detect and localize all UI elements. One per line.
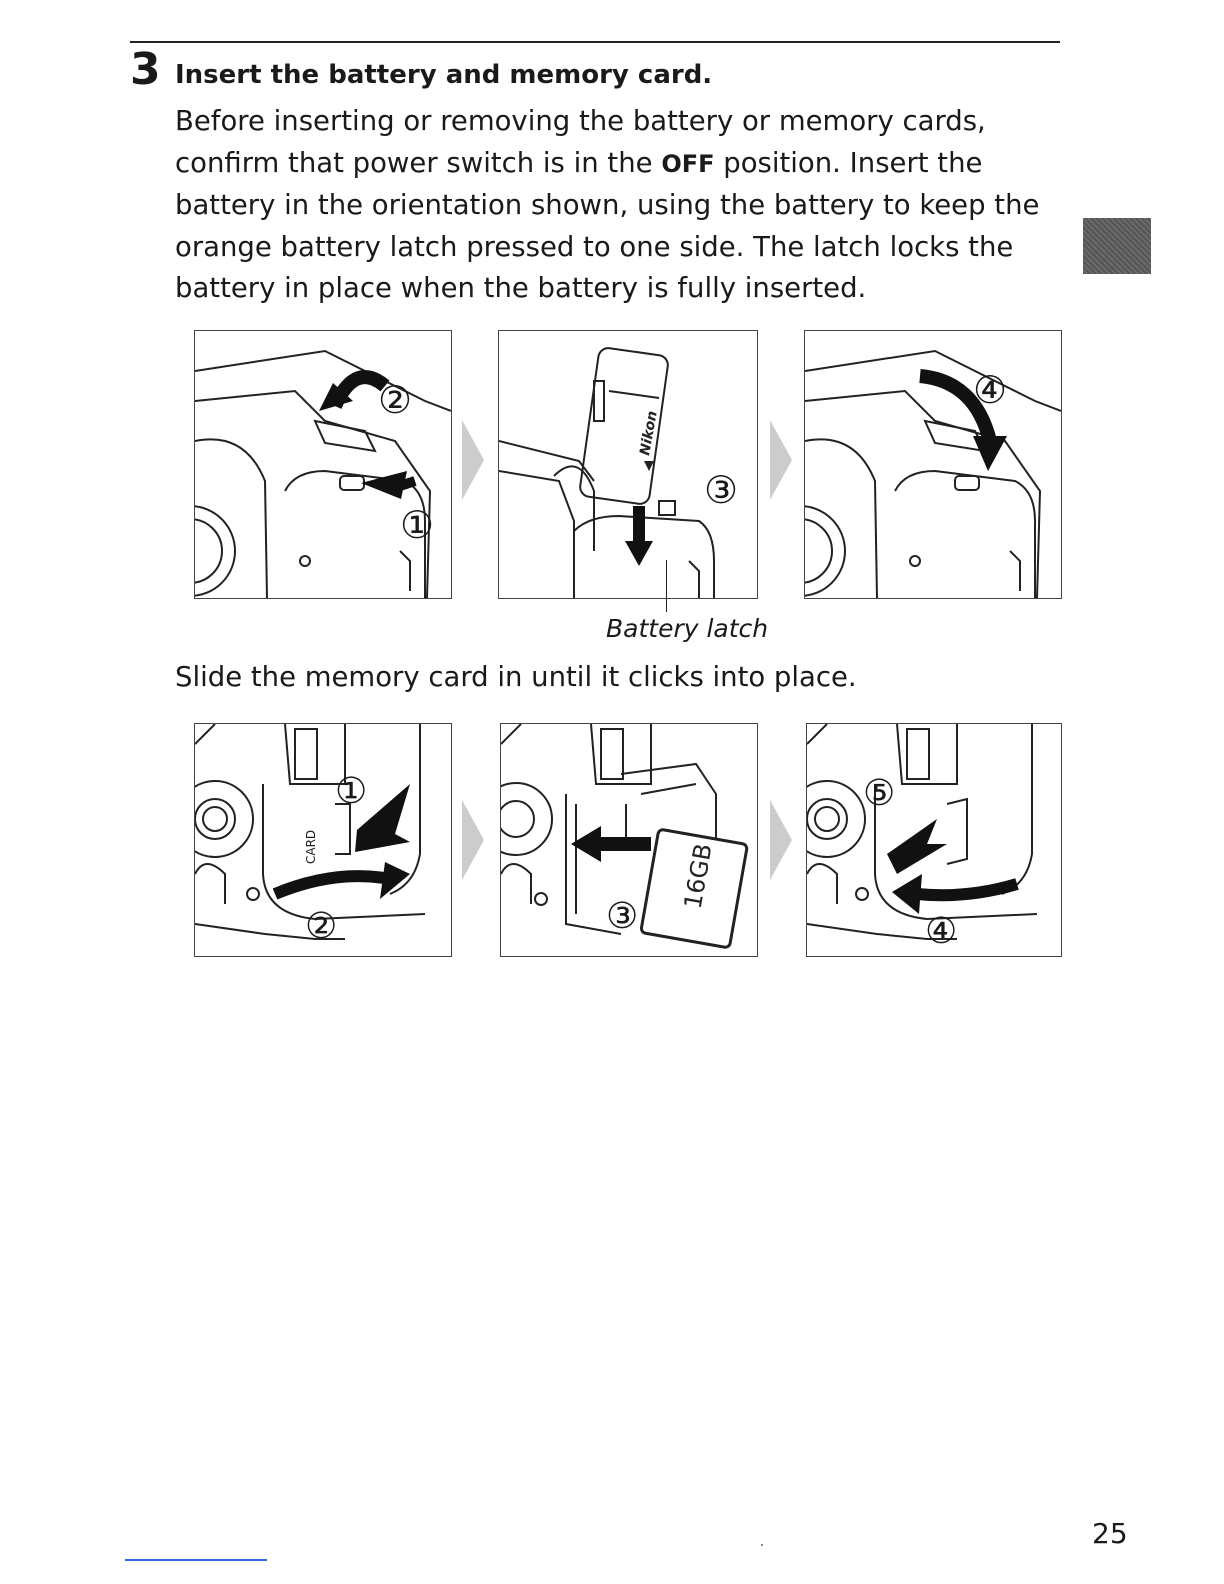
para-text-2: position. Insert the battery in the orientation shown, using the battery to keep the orange battery latch pressed to one side. The latch locks the battery in place when the battery is fully inserted. [175, 146, 1040, 304]
footer-link-underline [125, 1559, 267, 1561]
step-heading: Insert the battery and memory card. [175, 60, 713, 90]
callout-1: ① [400, 503, 435, 547]
card-label: 16GB [678, 841, 718, 911]
para-text-1: Before inserting or removing the battery or memory cards, confirm that power switch is in the [175, 105, 986, 179]
chevron-arrow-4 [770, 800, 792, 880]
battery-figure-2 [498, 330, 758, 599]
battery-figure-3 [804, 330, 1062, 599]
battery-figure-3-drawing [805, 331, 1061, 598]
chevron-arrow-2 [770, 420, 792, 500]
chevron-arrow-3 [462, 800, 484, 880]
card-callout-5: ⑤ [863, 773, 896, 814]
callout-4: ④ [973, 368, 1008, 412]
battery-figure-1 [194, 330, 452, 599]
card-callout-2: ② [305, 906, 338, 947]
battery-latch-caption: Battery latch [606, 614, 769, 643]
stray-dot [761, 1544, 763, 1546]
card-figure-1 [194, 723, 452, 957]
chevron-arrow-1 [462, 420, 484, 500]
card-callout-1: ① [335, 771, 368, 812]
card-figure-3 [806, 723, 1062, 957]
page-number: 25 [1092, 1517, 1128, 1550]
card-callout-3: ③ [606, 896, 639, 937]
battery-figure-1-drawing [195, 331, 451, 598]
svg-text:Nikon: Nikon [637, 409, 661, 457]
section-tab [1083, 218, 1151, 274]
card-figure-2 [500, 723, 758, 957]
memory-card-instruction: Slide the memory card in until it clicks into place. [175, 661, 857, 693]
svg-text:CARD: CARD [304, 829, 318, 864]
step-number: 3 [130, 44, 160, 95]
callout-3: ③ [704, 468, 739, 512]
step-paragraph [175, 101, 1075, 310]
top-rule [130, 41, 1060, 43]
battery-latch-leader [666, 560, 667, 612]
off-label: OFF [661, 149, 715, 178]
callout-2: ② [378, 378, 413, 422]
battery-figure-2-drawing [499, 331, 757, 598]
card-callout-4: ④ [925, 911, 958, 952]
